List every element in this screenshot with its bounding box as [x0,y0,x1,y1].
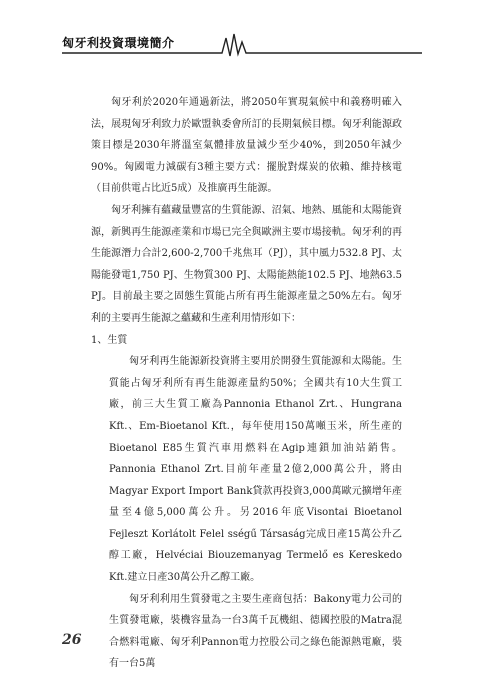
paragraph: 匈牙利於2020年通過新法，將2050年實現氣候中和義務明確入法，展現匈牙利致力於歐盟執委會所訂的長期氣候目標。匈牙利能源政策目標是2030年將溫室氣體排放量減少至少40%，到2050年減少90%。匈國電力減碳有3種主要方式：擺脫對煤炭的依賴、維持核電（目前供電占比近5成）及推廣再生能源。 [91,97,402,195]
section-heading: 1、生質 [91,334,128,346]
paragraph: 匈牙利擁有蘊藏量豐富的生質能源、沼氣、地熱、風能和太陽能資源，新興再生能源產業和市場已完全與歐洲主要市場接軌。匈牙利的再生能源潛力合計2,600-2,700千兆焦耳（PJ），其中風力532.8 PJ、太陽能發電1,750 PJ、生物質300 PJ、太陽能熱能102.5 PJ、地熱63.5 PJ。目前最主要之固態生質能占所有再生能源產量之50%左右。匈牙利的主要再生能源之蘊藏和生產利用情形如下： [91,204,402,324]
page-header [62,30,422,58]
header-title: 匈牙利投資環境簡介 [62,36,175,50]
page-number: 26 [62,632,82,648]
paragraph: 匈牙利利用生質發電之主要生產商包括：Bakony電力公司的生質發電廠，裝機容量為一台3萬千瓦機組、德國控股的Matra混合燃料電廠、匈牙利Pannon電力控股公司之綠色能源熱電廠，裝有一台5萬 [109,593,402,670]
main-content [91,92,402,675]
paragraph: 匈牙利再生能源新投資將主要用於開發生質能源和太陽能。生質能占匈牙利所有再生能源產量約50%；全國共有10大生質工廠，前三大生質工廠為Pannonia Ethanol Zrt.、Hungrana Kft.、Em-Bioetanol Kft.，每年使用150萬噸玉米，所生產的Bioetanol E85生質汽車用燃料在Agip連鎖加油站銷售。Pannonia Ethanol Zrt.目前年產量2億2,000萬公升，將由Magyar Export Import Bank貸款再投資3,000萬歐元擴增年產量至4億5,000萬公升。另2016年底Visontai Bioetanol Fejleszt Korlátolt Felel sségű Társaság完成日產15萬公升乙醇工廠，Helvéciai Biouzemanyag Termelő es Kereskedo Kft.建立日產30萬公升乙醇工廠。 [109,356,402,584]
